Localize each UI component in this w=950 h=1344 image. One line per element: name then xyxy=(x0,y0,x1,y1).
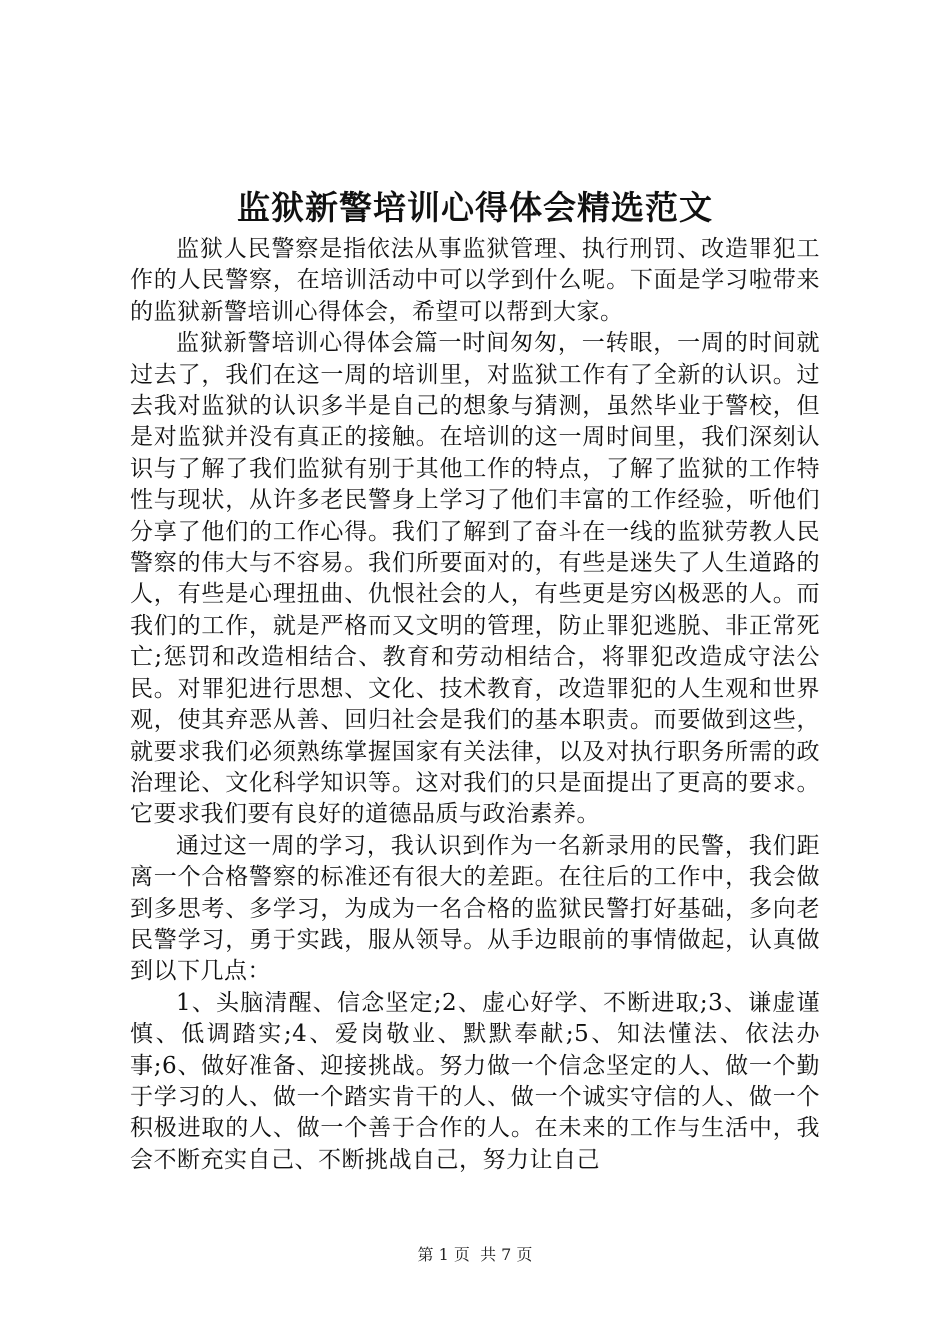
paragraph-points: 1、头脑清醒、信念坚定;2、虚心好学、不断进取;3、谦虚谨慎、低调踏实;4、爱岗敬业、默默奉献;5、知法懂法、依法办事;6、做好准备、迎接挑战。努力做一个信念坚定的人、做一个勤于学习的人、做一个踏实肯干的人、做一个诚实守信的人、做一个积极进取的人、做一个善于合作的人。在未来的工作与生活中，我会不断充实自己、不断挑战自己，努力让自己 xyxy=(130,989,820,1173)
document-body xyxy=(130,234,820,1176)
paragraph-part-one: 监狱新警培训心得体会篇一时间匆匆，一转眼，一周的时间就过去了，我们在这一周的培训里，对监狱工作有了全新的认识。过去我对监狱的认识多半是自己的想象与猜测，虽然毕业于警校，但是对监狱并没有真正的接触。在培训的这一周时间里，我们深刻认识与了解了我们监狱有别于其他工作的特点，了解了监狱的工作特性与现状，从许多老民警身上学习了他们丰富的工作经验，听他们分享了他们的工作心得。我们了解到了奋斗在一线的监狱劳教人民警察的伟大与不容易。我们所要面对的，有些是迷失了人生道路的人，有些是心理扭曲、仇恨社会的人，有些更是穷凶极恶的人。而我们的工作，就是严格而又文明的管理，防止罪犯逃脱、非正常死亡;惩罚和改造相结合、教育和劳动相结合，将罪犯改造成守法公民。对罪犯进行思想、文化、技术教育，改造罪犯的人生观和世界观，使其弃恶从善、回归社会是我们的基本职责。而要做到这些，就要求我们必须熟练掌握国家有关法律，以及对执行职务所需的政治理论、文化科学知识等。这对我们的只是面提出了更高的要求。它要求我们要有良好的道德品质与政治素养。 xyxy=(130,330,820,828)
paragraph-intro: 监狱人民警察是指依法从事监狱管理、执行刑罚、改造罪犯工作的人民警察，在培训活动中可以学到什么呢。下面是学习啦带来的监狱新警培训心得体会，希望可以帮到大家。 xyxy=(130,236,820,325)
page-number-label: 第 1 页 共 7 页 xyxy=(417,1245,533,1264)
document-title: 监狱新警培训心得体会精选范文 xyxy=(237,188,713,227)
page-footer xyxy=(0,1244,950,1266)
paragraph-reflection: 通过这一周的学习，我认识到作为一名新录用的民警，我们距离一个合格警察的标准还有很大的差距。在往后的工作中，我会做到多思考、多学习，为成为一名合格的监狱民警打好基础，多向老民警学习，勇于实践，服从领导。从手边眼前的事情做起，认真做到以下几点： xyxy=(130,832,820,985)
